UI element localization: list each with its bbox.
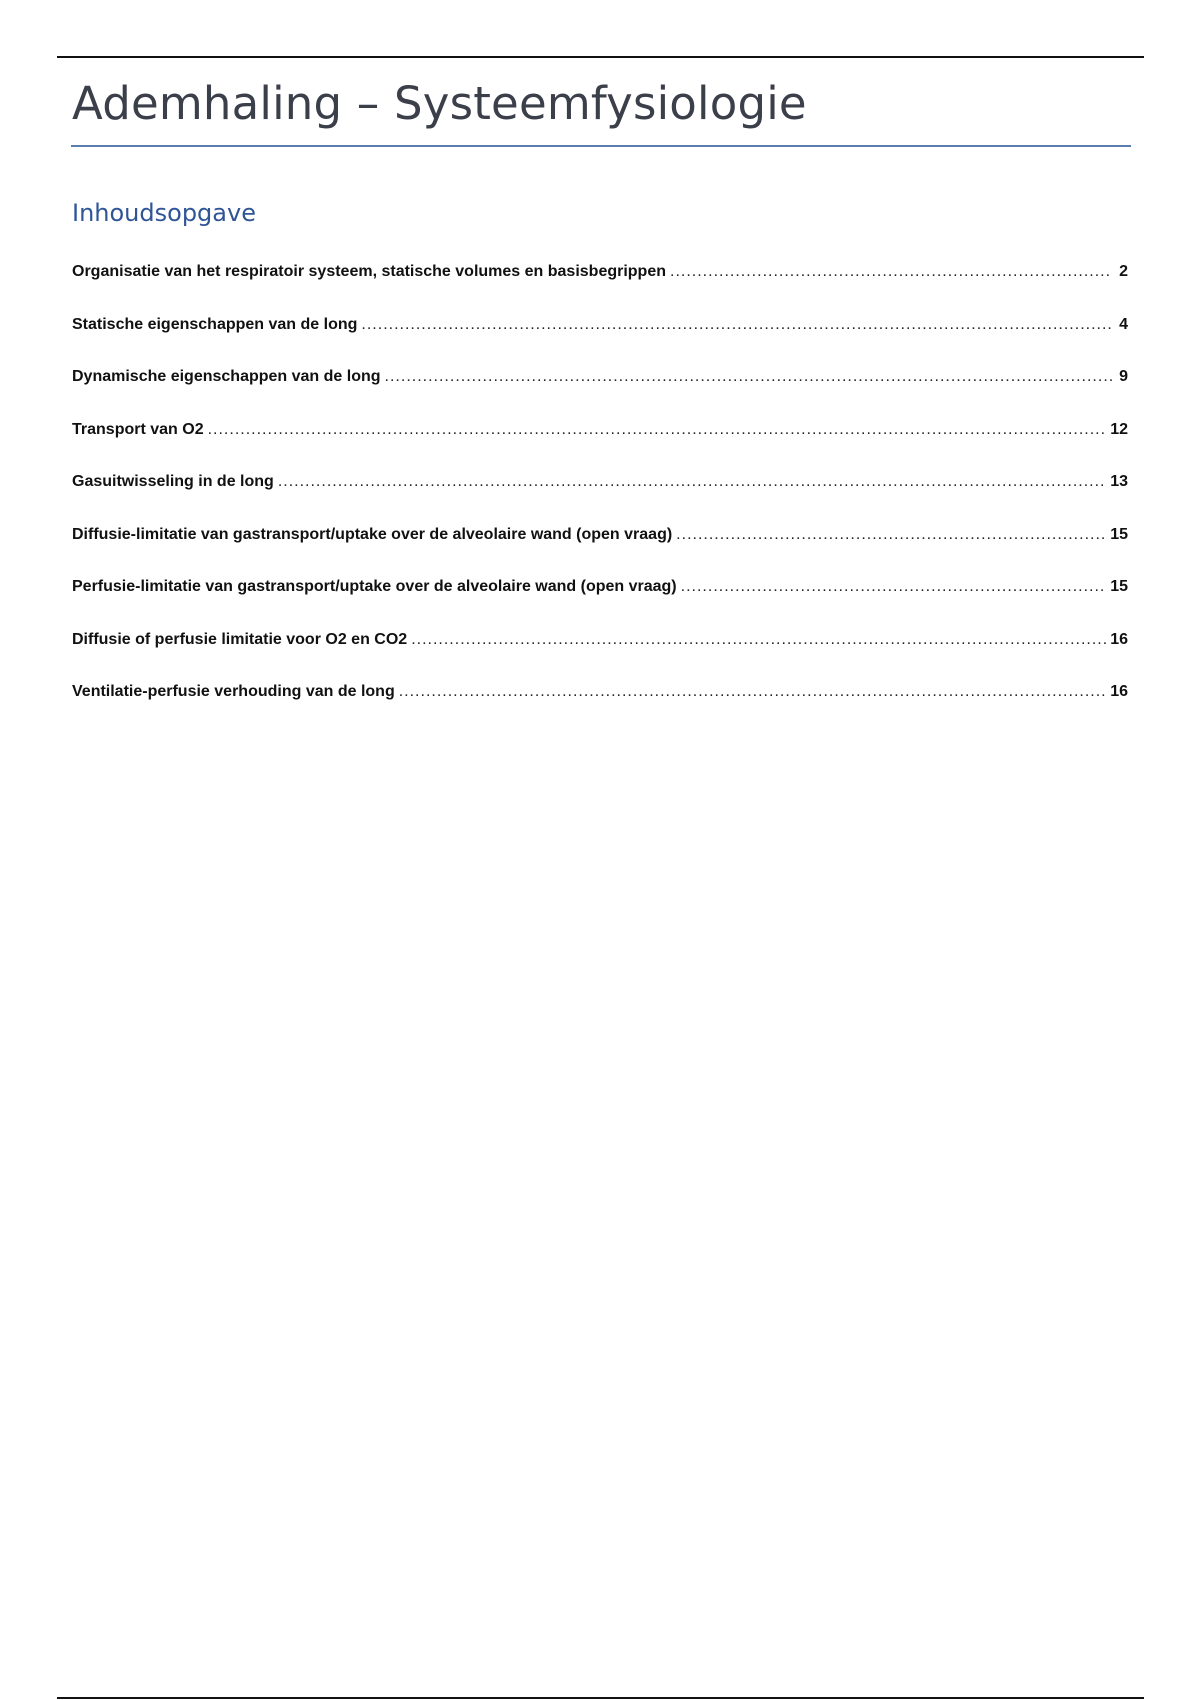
toc-dot-leader bbox=[361, 311, 1112, 339]
toc-dot-leader bbox=[399, 678, 1106, 706]
toc-dot-leader bbox=[385, 363, 1112, 391]
title-underline bbox=[71, 145, 1131, 147]
toc-entry[interactable] bbox=[72, 521, 1128, 574]
toc-entry-page: 16 bbox=[1110, 630, 1128, 648]
toc-entry[interactable] bbox=[72, 468, 1128, 521]
toc-entry-page: 9 bbox=[1119, 368, 1128, 385]
toc-heading: Inhoudsopgave bbox=[72, 199, 256, 227]
toc-entry[interactable] bbox=[72, 678, 1128, 731]
toc-entry-page: 12 bbox=[1110, 420, 1128, 438]
toc-entry-label: Ventilatie-perfusie verhouding van de long bbox=[72, 683, 395, 700]
toc-entry-label: Gasuitwisseling in de long bbox=[72, 473, 274, 490]
toc-dot-leader bbox=[278, 468, 1106, 496]
toc-entry[interactable] bbox=[72, 311, 1128, 364]
toc-entry-label: Dynamische eigenschappen van de long bbox=[72, 368, 381, 385]
toc-entry[interactable] bbox=[72, 363, 1128, 416]
document-title: Ademhaling – Systeemfysiologie bbox=[72, 77, 807, 130]
toc-entry-page: 4 bbox=[1119, 315, 1128, 333]
toc-entry-page: 2 bbox=[1119, 263, 1128, 280]
toc-dot-leader bbox=[411, 626, 1106, 654]
toc-dot-leader bbox=[208, 416, 1107, 444]
toc-entry[interactable] bbox=[72, 573, 1128, 626]
toc-entry-page: 16 bbox=[1110, 683, 1128, 700]
toc-entry[interactable] bbox=[72, 258, 1128, 311]
toc-entry-page: 13 bbox=[1110, 473, 1128, 490]
toc-entry-page: 15 bbox=[1110, 525, 1128, 543]
toc-entry-label: Diffusie of perfusie limitatie voor O2 en CO2 bbox=[72, 630, 408, 648]
toc-entry-label: Perfusie-limitatie van gastransport/uptake over de alveolaire wand (open vraag) bbox=[72, 578, 677, 595]
toc-entry[interactable] bbox=[72, 416, 1128, 469]
toc-dot-leader bbox=[676, 521, 1106, 549]
toc-dot-leader bbox=[681, 573, 1107, 601]
toc-entry-page: 15 bbox=[1110, 578, 1128, 595]
toc-entry-label: Diffusie-limitatie van gastransport/uptake over de alveolaire wand (open vraag) bbox=[72, 525, 673, 543]
toc-entry-label: Transport van O2 bbox=[72, 420, 204, 438]
table-of-contents bbox=[72, 258, 1128, 731]
page-top-border bbox=[57, 56, 1144, 58]
toc-entry[interactable] bbox=[72, 626, 1128, 679]
toc-entry-label: Statische eigenschappen van de long bbox=[72, 315, 358, 333]
page-bottom-border bbox=[57, 1697, 1144, 1699]
toc-dot-leader bbox=[670, 258, 1112, 286]
toc-entry-label: Organisatie van het respiratoir systeem, statische volumes en basisbegrippen bbox=[72, 263, 666, 280]
